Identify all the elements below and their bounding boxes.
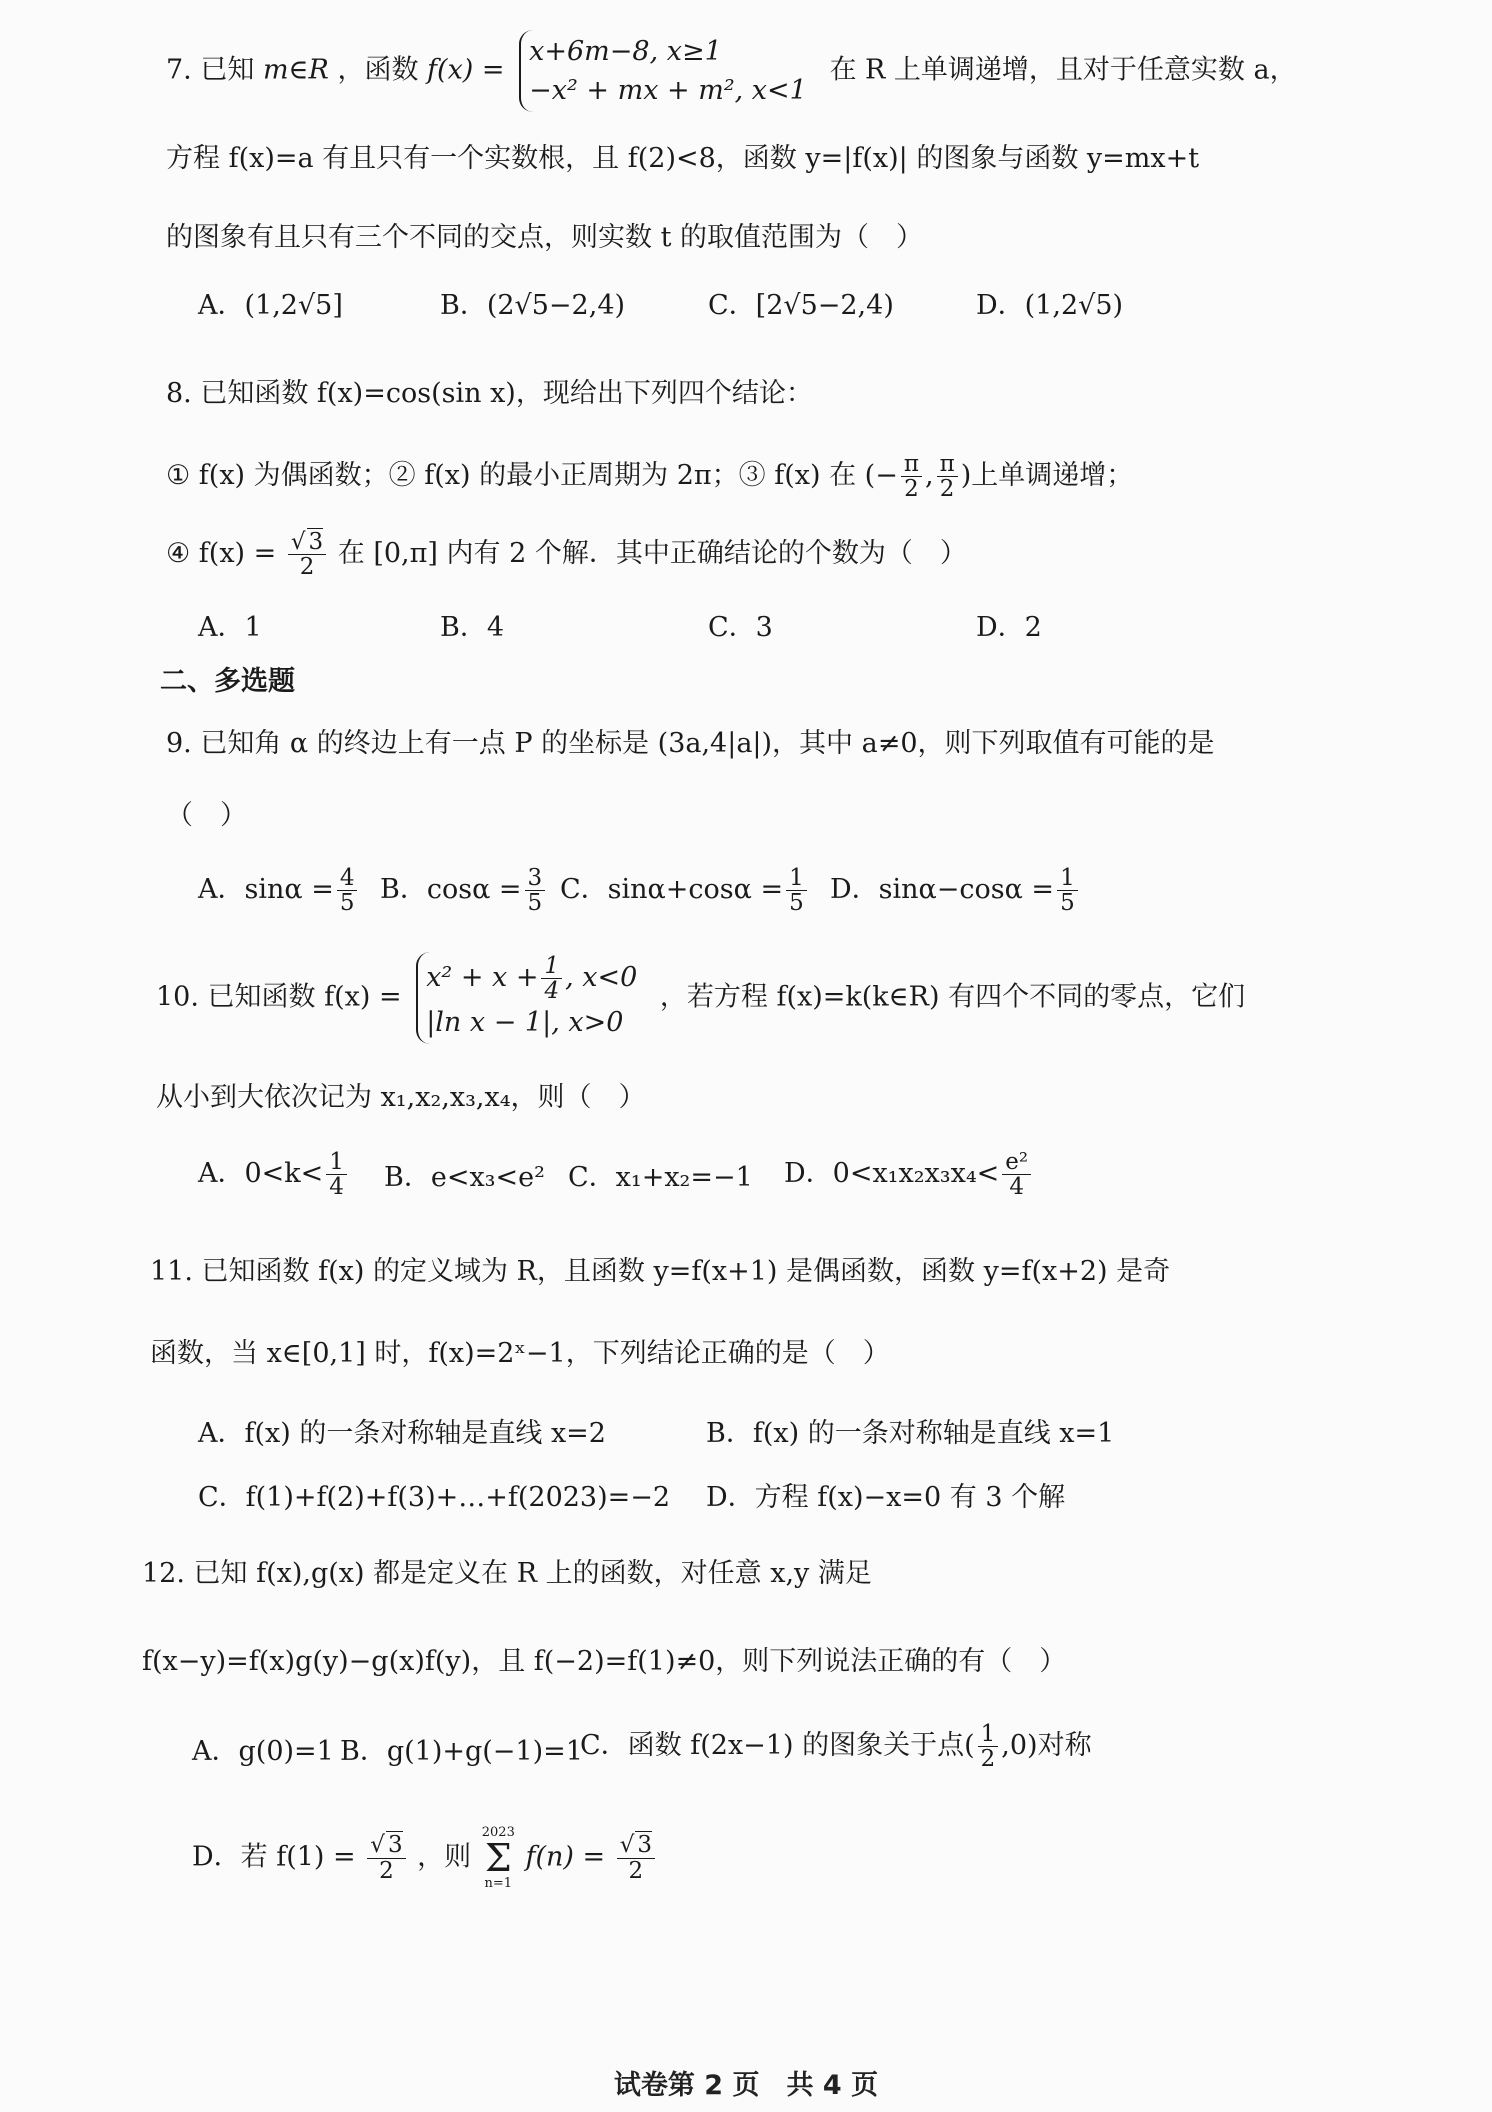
num: 1 xyxy=(1057,866,1078,891)
sqrt-body: 3 xyxy=(637,1832,652,1859)
sum-lower: n=1 xyxy=(484,1876,513,1891)
q7-stem-line3: 的图象有且只有三个不同的交点，则实数 t 的取值范围为（ ） xyxy=(166,222,924,253)
q9-stem-line1: 9. 已知角 α 的终边上有一点 P 的坐标是 (3a,4|a|)，其中 a≠0，则下列取值有可能的是 xyxy=(166,728,1215,759)
num: 1 xyxy=(541,954,562,979)
num: √ 3 xyxy=(367,1833,405,1858)
den: 2 xyxy=(980,1746,996,1773)
q9-b-frac xyxy=(525,866,546,915)
q10-option-a xyxy=(198,1150,350,1199)
q12-c-paren: ( xyxy=(964,1730,975,1762)
q12-d-sumbody: f(n) = xyxy=(525,1841,606,1873)
q12-d-text: D．若 f(1) = xyxy=(192,1841,356,1873)
q8-interval-open: (− xyxy=(864,460,898,492)
q9-d-text: D．sinα−cosα = xyxy=(830,874,1055,906)
q7-text: 7. 已知 xyxy=(166,54,255,86)
q7-fx: f(x) = xyxy=(427,54,505,86)
den: 5 xyxy=(339,890,355,917)
q7-text: ，函数 xyxy=(337,54,419,86)
q12-option-b: B．g(1)+g(−1)=1 xyxy=(340,1736,583,1767)
q11-option-b: B．f(x) 的一条对称轴是直线 x=1 xyxy=(706,1418,1115,1449)
den: 4 xyxy=(329,1174,344,1201)
q9-option-d xyxy=(830,866,1081,915)
q10-case1-text: x² + x + xyxy=(426,962,539,994)
q10-case1-cond: , x<0 xyxy=(565,962,638,994)
den: 4 xyxy=(544,978,560,1005)
den: 5 xyxy=(1060,890,1075,917)
q9-d-frac xyxy=(1057,866,1078,915)
q12-stem-line2: f(x−y)=f(x)g(y)−g(x)f(y)，且 f(−2)=f(1)≠0，则下列说法正确的有（ ） xyxy=(142,1646,1067,1677)
den: 2 xyxy=(299,554,315,581)
q7-option-d: D．(1,2√5) xyxy=(976,290,1124,321)
q12-option-d xyxy=(192,1826,658,1890)
q8-text: 在 [0,π] 内有 2 个解．其中正确结论的个数为（ ） xyxy=(337,538,967,570)
den: 4 xyxy=(1009,1174,1025,1201)
q12-c-frac xyxy=(978,1722,999,1771)
q7-case1: x+6m−8, x≥1 xyxy=(529,36,722,67)
q8-stem-line1: 8. 已知函数 f(x)=cos(sin x)，现给出下列四个结论： xyxy=(166,378,813,409)
q8-option-b: B．4 xyxy=(440,612,505,643)
q12-d-frac2 xyxy=(617,1833,655,1882)
q11-stem-line1: 11. 已知函数 f(x) 的定义域为 R，且函数 y=f(x+1) 是偶函数，函数 y=f(x+2) 是奇 xyxy=(150,1256,1171,1287)
q8-frac-pi-over-2 xyxy=(901,452,922,501)
q10-stem-line2: 从小到大依次记为 x₁,x₂,x₃,x₄，则（ ） xyxy=(156,1082,646,1113)
q9-c-frac xyxy=(786,866,807,915)
q9-a-frac xyxy=(337,866,358,915)
q10-case1 xyxy=(426,954,637,1003)
q7-case2: −x² + mx + m², x<1 xyxy=(529,75,807,107)
section-heading: 二、多选题 xyxy=(160,666,295,697)
q8-option-d: D．2 xyxy=(976,612,1042,643)
num: π xyxy=(901,452,922,477)
q7-piecewise xyxy=(519,30,815,112)
num: 1 xyxy=(978,1722,999,1747)
q10-d-text: D．0<x₁x₂x₃x₄< xyxy=(784,1158,1000,1190)
q8-frac-sqrt3-over-2 xyxy=(288,530,326,579)
q12-c-text: C．函数 f(2x−1) 的图象关于点 xyxy=(580,1730,965,1762)
num: π xyxy=(937,452,958,477)
summation-sign xyxy=(482,1826,515,1890)
q10-a-frac xyxy=(326,1150,347,1199)
num: √ 3 xyxy=(617,1833,655,1858)
num: e² xyxy=(1002,1150,1031,1175)
q10-piecewise xyxy=(416,952,645,1044)
q10-d-frac xyxy=(1002,1150,1031,1199)
q7-stem-line1 xyxy=(166,30,1297,112)
q12-option-a: A．g(0)=1 xyxy=(192,1736,334,1767)
q9-b-text: B．cosα = xyxy=(380,874,522,906)
q9-option-c xyxy=(560,866,810,915)
q9-stem-line2: （ ） xyxy=(166,800,247,831)
q12-c-end: ,0)对称 xyxy=(1001,1730,1092,1762)
num: 1 xyxy=(326,1150,347,1175)
q8-stem-line2 xyxy=(166,452,1133,501)
num: 4 xyxy=(337,866,358,891)
den: 5 xyxy=(789,890,804,917)
q11-stem-line2: 函数，当 x∈[0,1] 时，f(x)=2ˣ−1，下列结论正确的是（ ） xyxy=(150,1338,890,1369)
q9-c-text: C．sinα+cosα = xyxy=(560,874,784,906)
q7-stem-line2: 方程 f(x)=a 有且只有一个实数根，且 f(2)<8，函数 y=|f(x)| 的图象与函数 y=mx+t xyxy=(166,143,1200,174)
q8-text: ① f(x) 为偶函数；② f(x) 的最小正周期为 2π；③ f(x) 在 xyxy=(166,460,857,492)
q11-option-a: A．f(x) 的一条对称轴是直线 x=2 xyxy=(198,1418,606,1449)
q8-option-a: A．1 xyxy=(198,612,262,643)
q8-frac-pi-over-2b xyxy=(937,452,958,501)
q8-text: )上单调递增； xyxy=(960,460,1134,492)
q10-option-d xyxy=(784,1150,1034,1199)
den: 2 xyxy=(904,476,919,503)
sigma-icon: Σ xyxy=(484,1836,512,1880)
den: 2 xyxy=(939,476,955,503)
q10-text: ，若方程 f(x)=k(k∈R) 有四个不同的零点，它们 xyxy=(659,981,1246,1013)
q8-comma: , xyxy=(924,460,934,492)
q12-d-text2: ，则 xyxy=(417,1841,472,1873)
q12-d-frac1 xyxy=(367,1833,405,1882)
q7-text: 在 R 上单调递增，且对于任意实数 a， xyxy=(829,54,1297,86)
q7-option-b: B．(2√5−2,4) xyxy=(440,290,626,321)
q11-option-d: D．方程 f(x)−x=0 有 3 个解 xyxy=(706,1482,1066,1513)
q10-option-b: B．e<x₃<e² xyxy=(384,1162,545,1193)
sqrt-body: 3 xyxy=(308,529,324,555)
q8-text: ④ f(x) = xyxy=(166,538,277,570)
q7-m-in-r: m∈R xyxy=(262,54,329,86)
q9-option-a xyxy=(198,866,360,915)
q8-option-c: C．3 xyxy=(708,612,773,643)
page-footer: 试卷第 2 页 共 4 页 xyxy=(613,2070,879,2101)
q12-stem-line1: 12. 已知 f(x),g(x) 都是定义在 R 上的函数，对任意 x,y 满足 xyxy=(142,1558,872,1589)
q7-option-c: C．[2√5−2,4) xyxy=(708,290,894,321)
sqrt-body: 3 xyxy=(387,1832,403,1859)
den: 2 xyxy=(628,1857,644,1884)
q10-a-text: A．0<k< xyxy=(198,1158,324,1190)
q7-option-a: A．(1,2√5] xyxy=(198,290,343,321)
q10-case2: |ln x − 1|, x>0 xyxy=(426,1007,624,1039)
q10-text: 10. 已知函数 f(x) = xyxy=(156,981,402,1013)
den: 2 xyxy=(379,1857,394,1884)
q8-stem-line3 xyxy=(166,530,967,579)
q12-option-c xyxy=(580,1722,1092,1771)
sum-upper: 2023 xyxy=(481,1825,515,1840)
q10-stem-line1 xyxy=(156,952,1245,1044)
q10-case1-frac xyxy=(541,954,562,1003)
q9-a-text: A．sinα = xyxy=(198,874,334,906)
den: 5 xyxy=(527,890,543,917)
num: 1 xyxy=(786,866,807,891)
num: √ 3 xyxy=(288,530,326,555)
q10-option-c: C．x₁+x₂=−1 xyxy=(568,1162,753,1193)
num: 3 xyxy=(525,866,546,891)
q11-option-c: C．f(1)+f(2)+f(3)+…+f(2023)=−2 xyxy=(198,1482,671,1513)
q9-option-b xyxy=(380,866,548,915)
